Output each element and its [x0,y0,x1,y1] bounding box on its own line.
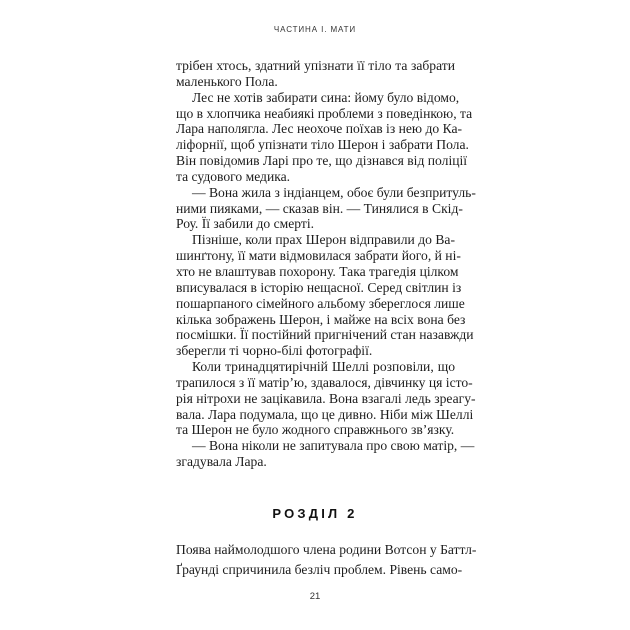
text-line: зберегли ті чорно-білі фотографії. [176,343,373,359]
text-line: пошарпаного сімейного альбому збереглося лише [176,295,465,311]
text-line: посмішки. Її постійний пригнічений стан назавжди [176,327,474,343]
text-line: Пізніше, коли прах Шерон відправили до Ва- [192,232,455,248]
text-line: — Вона ніколи не запитувала про свою матір, — [192,438,475,454]
chapter-text-block [176,540,477,579]
chapter-heading: РОЗДІЛ 2 [272,506,358,521]
text-line: Лара наполягла. Лес неохоче поїхав із нею до Ка- [176,121,463,137]
text-line: ліфорнії, щоб упізнати тіло Шерон і забрати Пола. [176,137,469,153]
text-line: кілька зображень Шерон, і майже на всіх вона без [176,311,466,327]
text-line: — Вона жила з індіанцем, обоє були безпритуль- [192,184,476,200]
text-line: та судового медика. [176,168,291,184]
text-line: трібен хтось, здатний упізнати її тіло та забрати [176,58,455,73]
text-line: хто не влаштував похорону. Така трагедія цілком [176,263,459,279]
text-line: Лес не хотів забирати сина: йому було відомо, [192,89,460,105]
text-line: Роу. Її забили до смерті. [176,216,315,232]
text-line: рія нітрохи не зацікавила. Вона взагалі ледь зреагу- [176,390,476,406]
page-number: 21 [309,591,321,602]
text-line: шинґтону, її мати відмовилася забрати його, й ні- [176,248,461,264]
text-line: та Шерон не було жодного справжнього зв’язку. [176,422,455,438]
text-line: Коли тринадцятирічній Шеллі розповіли, що [192,359,455,375]
main-text-block [176,58,476,470]
text-line: Ґраунді спричинила безліч проблем. Рівень само- [176,561,463,577]
text-line: що в хлопчика неабиякі проблеми з поведінкою, та [176,105,473,121]
text-line: трапилося з її матір’ю, здавалося, дівчинку ця істо- [176,374,473,390]
text-line: вала. Лара подумала, що це дивно. Ніби між Шеллі [176,406,474,422]
text-line: вписувалася в історію нещасної. Серед світлин із [176,279,462,295]
text-line: Поява наймолодшого члена родини Вотсон у Баттл- [176,542,477,557]
text-line: Він повідомив Ларі про те, що дізнався від поліції [176,153,468,169]
text-line: згадувала Лара. [176,454,267,470]
text-line: ними пияками, — сказав він. — Тинялися в Скід- [176,200,463,216]
text-line: маленького Пола. [176,73,278,89]
running-head: ЧАСТИНА І. МАТИ [273,25,357,34]
